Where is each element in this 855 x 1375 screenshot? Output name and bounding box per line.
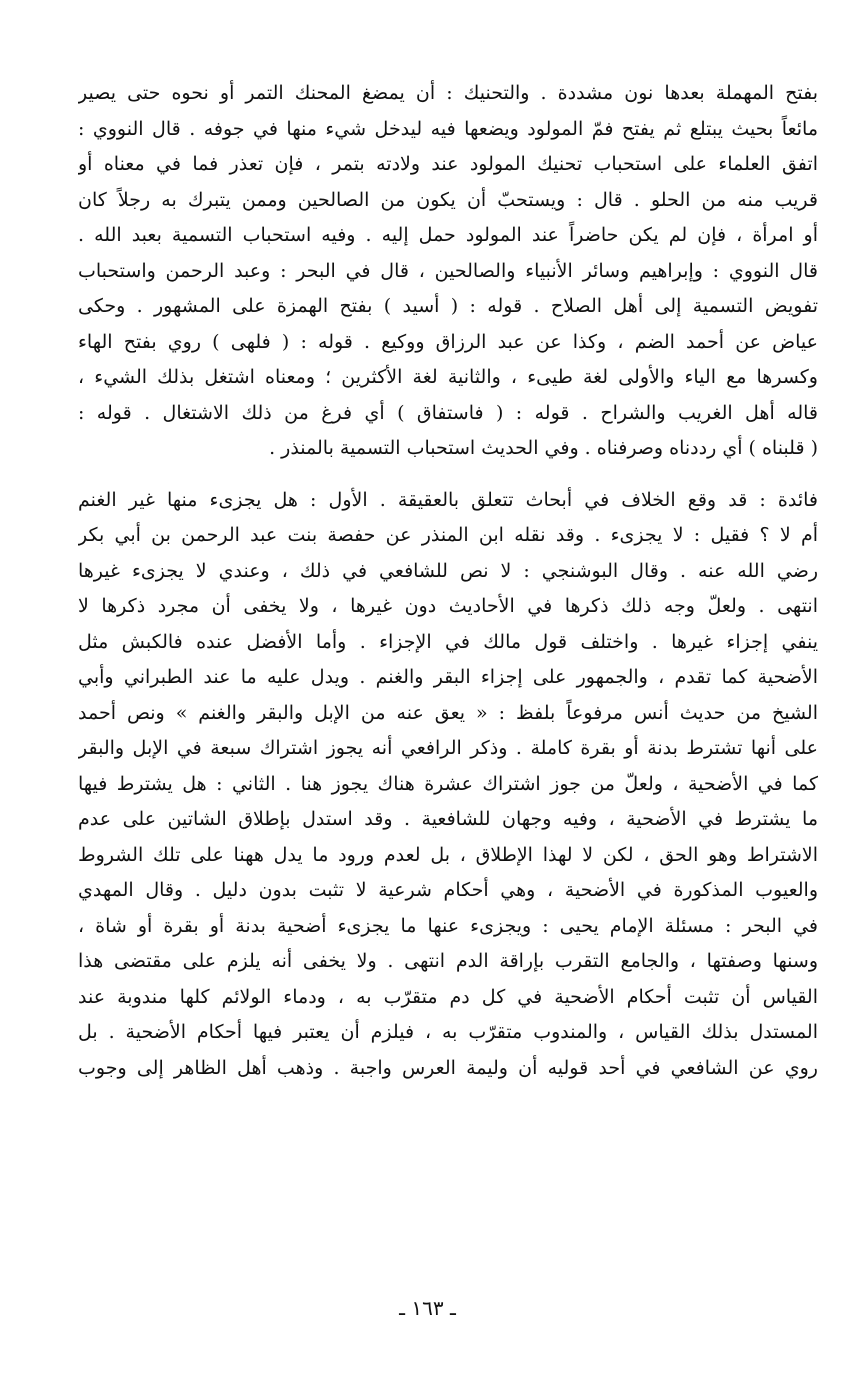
text-line: روي عن الشافعي في أحد قوليه أن وليمة العرس واجبة . وذهب أهل الظاهر إلى وجوب bbox=[78, 1056, 818, 1079]
text-line: ينفي إجزاء غيرها . واختلف قول مالك في الإجزاء . وأما الأفضل عنده فالكبش مثل bbox=[78, 630, 818, 653]
text-line: بفتح المهملة بعدها نون مشددة . والتحنيك : أن يمضغ المحنك التمر أو نحوه حتى يصير bbox=[78, 82, 818, 104]
text-line: تفويض التسمية إلى أهل الصلاح . قوله : ( أسيد ) بفتح الهمزة على المشهور . وحكى bbox=[78, 295, 818, 317]
text-line: القياس أن تثبت أحكام الأضحية في كل دم متقرّب به ، ودماء الولائم كلها مندوبة عند bbox=[78, 985, 818, 1008]
text-line: وسنها وصفتها ، والجامع التقرب بإراقة الدم انتهى . ولا يخفى أنه يلزم على مقتضى هذا bbox=[78, 950, 818, 972]
text-line: اتفق العلماء على استحباب تحنيك المولود عند ولادته بتمر ، فإن تعذر فما في معناه أو bbox=[78, 153, 818, 175]
text-line: أم لا ؟ فقيل : لا يجزىء . وقد نقله ابن المنذر عن حفصة بنت عبد الرحمن بن أبي بكر bbox=[78, 524, 818, 546]
text-line: الشيخ من حديث أنس مرفوعاً بلفظ : « يعق عنه من الإبل والبقر والغنم » ونص أحمد bbox=[78, 701, 818, 724]
text-line: في البحر : مسئلة الإمام يحيى : ويجزىء عنها ما يجزىء أضحية بدنة أو بقرة أو شاة ، bbox=[78, 914, 818, 937]
paragraph-1 bbox=[78, 76, 818, 467]
text-line: ما يشترط في الأضحية ، وفيه وجهان للشافعية . وقد استدل بإطلاق الشاتين على عدم bbox=[78, 808, 818, 830]
text-line: والعيوب المذكورة في الأضحية ، وهي أحكام شرعية لا تثبت بدون دليل . وقال المهدي bbox=[78, 879, 818, 901]
text-line: قريب منه من الحلو . قال : ويستحبّ أن يكون من الصالحين وممن يتبرك به رجلاً كان bbox=[78, 188, 818, 211]
text-line: الاشتراط وهو الحق ، لكن لا لهذا الإطلاق ، بل لعدم ورود ما يدل ههنا على تلك الشروط bbox=[78, 843, 818, 866]
text-line: أو امرأة ، فإن لم يكن حاضراً عند المولود حمل إليه . وفيه استحباب التسمية بعبد الله . bbox=[78, 224, 818, 246]
page-number: ـ ١٦٣ ـ bbox=[399, 1296, 456, 1320]
text-line: قاله أهل الغريب والشراح . قوله : ( فاستفاق ) أي فرغ من ذلك الاشتغال . قوله : bbox=[78, 401, 818, 424]
text-line: كما في الأضحية ، ولعلّ من جوز اشتراك عشرة هناك يجوز هنا . الثاني : هل يشترط فيها bbox=[78, 772, 818, 795]
text-line: عياض عن أحمد الضم ، وكذا عن عبد الرزاق ووكيع . قوله : ( فلهى ) روي بفتح الهاء bbox=[78, 330, 818, 353]
paragraph-2 bbox=[78, 483, 818, 1087]
text-line: مائعاً بحيث يبتلع ثم يفتح فمّ المولود ويضعها فيه ليدخل شيء منها في جوفه . قال النووي : bbox=[78, 117, 818, 140]
text-line: الأضحية كما تقدم ، والجمهور على إجزاء البقر والغنم . ويدل عليه ما عند الطبراني وأبي bbox=[78, 666, 818, 688]
text-line: ( قلبناه ) أي رددناه وصرفناه . وفي الحديث استحباب التسمية بالمنذر . bbox=[269, 437, 818, 459]
text-line: المستدل بذلك القياس ، والمندوب متقرّب به ، فيلزم أن يعتبر فيها أحكام الأضحية . بل bbox=[78, 1021, 818, 1043]
text-line: على أنها تشترط بدنة أو بقرة كاملة . وذكر الرافعي أنه يجوز اشتراك سبعة في الإبل والبقر bbox=[78, 737, 818, 759]
text-line: قال النووي : وإبراهيم وسائر الأنبياء والصالحين ، قال في البحر : وعبد الرحمن واستحباب bbox=[78, 259, 818, 282]
text-line: فائدة : قد وقع الخلاف في أبحاث تتعلق بالعقيقة . الأول : هل يجزىء منها غير الغنم bbox=[78, 488, 818, 511]
text-line: رضي الله عنه . وقال البوشنجي : لا نص للشافعي في ذلك ، وعندي لا يجزىء غيرها bbox=[78, 559, 818, 582]
text-line: انتهى . ولعلّ وجه ذلك ذكرها في الأحاديث دون غيرها ، ولا يخفى أن مجرد ذكرها لا bbox=[78, 595, 818, 617]
page-body bbox=[78, 76, 818, 1086]
text-line: وكسرها مع الياء والأولى لغة طيىء ، والثانية لغة الأكثرين ؛ ومعناه اشتغل بذلك الشيء ، bbox=[78, 366, 818, 388]
